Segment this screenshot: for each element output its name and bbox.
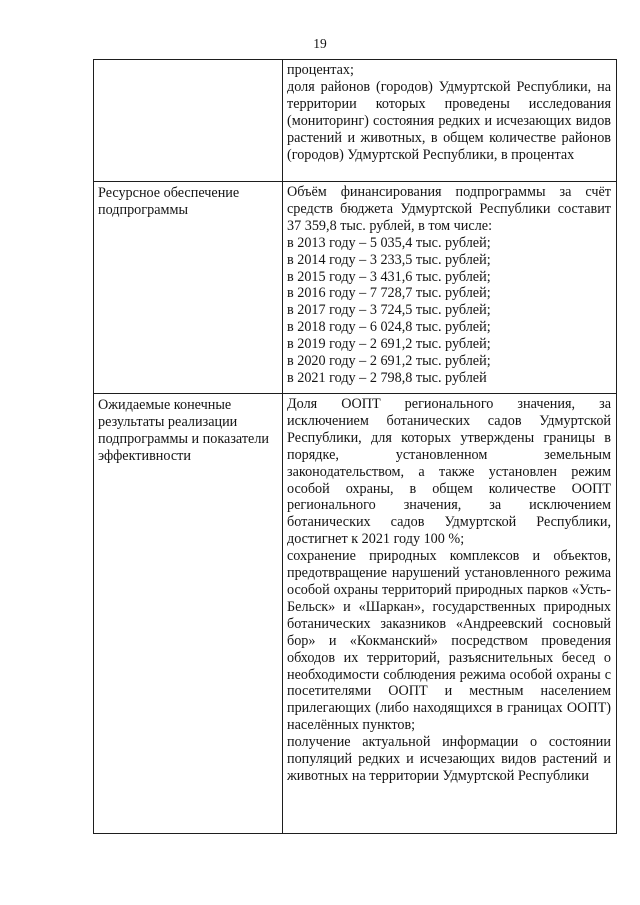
funding-year-item: в 2013 году – 5 035,4 тыс. рублей;: [287, 234, 491, 251]
funding-year-item: в 2014 году – 3 233,5 тыс. рублей;: [287, 251, 491, 268]
table-row-funding: [94, 182, 617, 394]
indicator-paragraph: доля районов (городов) Удмуртской Республики, на территории которых проведены исследования (мониторинг) состояния редких и исчезающих видов растений и животных, в общем количестве районов (городов) Удмуртской Республики, в процентах: [287, 78, 611, 163]
funding-year-item: в 2015 году – 3 431,6 тыс. рублей;: [287, 268, 491, 285]
result-paragraph: сохранение природных комплексов и объектов, предотвращение нарушений установленного режима особой охраны территорий природных парков «Усть-Бельск» и «Шаркан», государственных природных ботанических заказников «Андреевский сосновый бор» и «Кокманский» посредством проведения обходов их территорий, разъяснительных бесед о необходимости соблюдения режима особой охраны с посетителями ООПТ и местным населением прилегающих (либо находящихся в границах ООПТ) населённых пунктов;: [287, 548, 611, 734]
result-paragraph: получение актуальной информации о состоянии популяций редких и исчезающих видов растений и животных на территории Удмуртской Республики: [287, 734, 611, 784]
row-label: Ожидаемые конечные результаты реализации подпрограммы и показатели эффективности: [94, 394, 283, 834]
indicator-paragraph: процентах;: [287, 62, 354, 78]
table-row-results: [94, 394, 617, 834]
funding-year-item: в 2021 году – 2 798,8 тыс. рублей: [287, 369, 487, 386]
row-label: [94, 60, 283, 182]
funding-year-item: в 2017 году – 3 724,5 тыс. рублей;: [287, 302, 491, 319]
passport-table: [93, 59, 617, 834]
funding-year-item: в 2016 году – 7 728,7 тыс. рублей;: [287, 285, 491, 302]
row-label: Ресурсное обеспечение подпрограммы: [94, 182, 283, 394]
funding-year-item: в 2018 году – 6 024,8 тыс. рублей;: [287, 319, 491, 336]
row-value-indicators: [283, 60, 617, 182]
row-value-funding: [283, 182, 617, 394]
funding-year-item: в 2020 году – 2 691,2 тыс. рублей;: [287, 353, 491, 370]
page-number: 19: [313, 36, 327, 51]
funding-year-item: в 2019 году – 2 691,2 тыс. рублей;: [287, 336, 491, 353]
table-row-indicators: [94, 60, 617, 182]
result-paragraph: Доля ООПТ регионального значения, за исключением ботанических садов Удмуртской Республики, для которых утверждены границы в порядке, установленном земельным законодательством, а также установлен режим особой охраны, в общем количестве ООПТ регионального значения, за исключением ботанических садов Удмуртской Республики, достигнет к 2021 году 100 %;: [287, 396, 611, 548]
row-value-results: [283, 394, 617, 834]
funding-intro: Объём финансирования подпрограммы за счёт средств бюджета Удмуртской Республики составит 37 359,8 тыс. рублей, в том числе:: [287, 184, 611, 234]
